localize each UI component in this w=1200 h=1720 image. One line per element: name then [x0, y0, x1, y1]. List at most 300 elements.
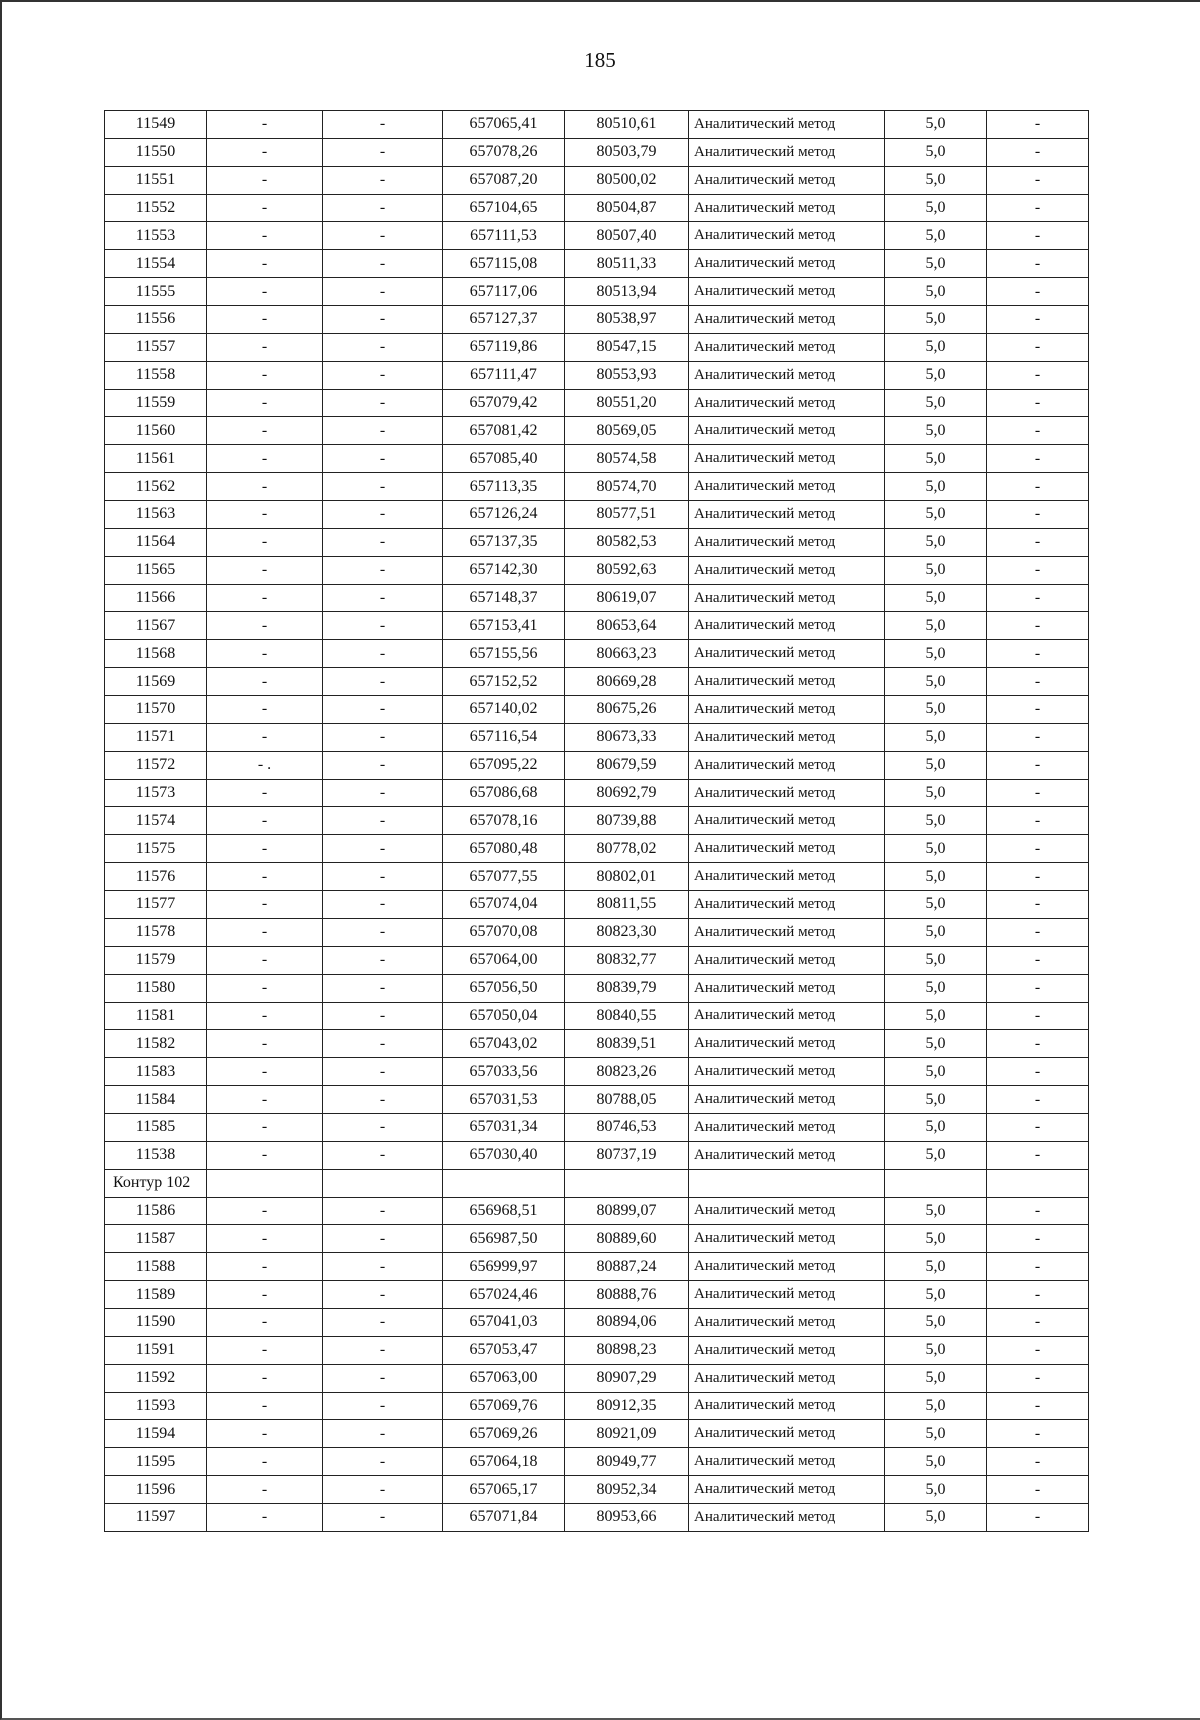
- point-number-cell: 11569: [105, 668, 207, 696]
- accuracy-cell: 5,0: [885, 250, 987, 278]
- table-row: [105, 528, 1089, 556]
- y-coordinate-cell: 80823,26: [565, 1058, 689, 1086]
- accuracy-cell: 5,0: [885, 863, 987, 891]
- y-coordinate-cell: 80746,53: [565, 1113, 689, 1141]
- method-cell: Аналитический метод: [689, 835, 885, 863]
- column-8-cell: -: [987, 1503, 1089, 1531]
- y-coordinate-cell: 80577,51: [565, 501, 689, 529]
- column-8-cell: -: [987, 417, 1089, 445]
- y-coordinate-cell: 80551,20: [565, 389, 689, 417]
- point-number-cell: 11597: [105, 1503, 207, 1531]
- method-cell: Аналитический метод: [689, 751, 885, 779]
- column-3-cell: -: [323, 751, 443, 779]
- column-3-cell: -: [323, 668, 443, 696]
- column-8-cell: -: [987, 1364, 1089, 1392]
- column-2-cell: - .: [207, 751, 323, 779]
- accuracy-cell: 5,0: [885, 417, 987, 445]
- x-coordinate-cell: 657078,16: [443, 807, 565, 835]
- column-3-cell: -: [323, 1308, 443, 1336]
- method-cell: Аналитический метод: [689, 584, 885, 612]
- point-number-cell: 11591: [105, 1336, 207, 1364]
- method-cell: Аналитический метод: [689, 974, 885, 1002]
- x-coordinate-cell: 657069,76: [443, 1392, 565, 1420]
- accuracy-cell: 5,0: [885, 807, 987, 835]
- column-3-cell: -: [323, 1420, 443, 1448]
- column-2-cell: -: [207, 556, 323, 584]
- x-coordinate-cell: 657071,84: [443, 1503, 565, 1531]
- column-2-cell: -: [207, 835, 323, 863]
- y-coordinate-cell: 80507,40: [565, 222, 689, 250]
- method-cell: Аналитический метод: [689, 1141, 885, 1169]
- column-8-cell: -: [987, 891, 1089, 919]
- table-row: [105, 194, 1089, 222]
- column-3-cell: -: [323, 1336, 443, 1364]
- method-cell: Аналитический метод: [689, 1225, 885, 1253]
- accuracy-cell: 5,0: [885, 1197, 987, 1225]
- x-coordinate-cell: 657070,08: [443, 918, 565, 946]
- accuracy-cell: 5,0: [885, 445, 987, 473]
- accuracy-cell: 5,0: [885, 1336, 987, 1364]
- x-coordinate-cell: 657153,41: [443, 612, 565, 640]
- point-number-cell: 11571: [105, 723, 207, 751]
- column-8-cell: -: [987, 389, 1089, 417]
- column-3-cell: -: [323, 1281, 443, 1309]
- column-3-cell: -: [323, 250, 443, 278]
- y-coordinate-cell: 80788,05: [565, 1086, 689, 1114]
- x-coordinate-cell: 657064,18: [443, 1448, 565, 1476]
- x-coordinate-cell: 657077,55: [443, 863, 565, 891]
- method-cell: Аналитический метод: [689, 222, 885, 250]
- accuracy-cell: 5,0: [885, 1030, 987, 1058]
- accuracy-cell: 5,0: [885, 696, 987, 724]
- y-coordinate-cell: 80574,70: [565, 473, 689, 501]
- accuracy-cell: 5,0: [885, 1308, 987, 1336]
- column-2-cell: -: [207, 1476, 323, 1504]
- y-coordinate-cell: 80921,09: [565, 1420, 689, 1448]
- column-2-cell: -: [207, 528, 323, 556]
- column-8-cell: -: [987, 918, 1089, 946]
- column-2-cell: -: [207, 166, 323, 194]
- accuracy-cell: 5,0: [885, 1392, 987, 1420]
- y-coordinate-cell: 80513,94: [565, 278, 689, 306]
- table-row: [105, 1253, 1089, 1281]
- y-coordinate-cell: 80899,07: [565, 1197, 689, 1225]
- column-2-cell: -: [207, 863, 323, 891]
- x-coordinate-cell: 657065,41: [443, 111, 565, 139]
- column-2-cell: -: [207, 918, 323, 946]
- table-row: [105, 306, 1089, 334]
- column-8-cell: -: [987, 1113, 1089, 1141]
- coordinates-table: [104, 110, 1089, 1532]
- point-number-cell: 11579: [105, 946, 207, 974]
- table-row: [105, 222, 1089, 250]
- point-number-cell: 11580: [105, 974, 207, 1002]
- y-coordinate-cell: 80669,28: [565, 668, 689, 696]
- point-number-cell: 11573: [105, 779, 207, 807]
- x-coordinate-cell: 657116,54: [443, 723, 565, 751]
- column-8-cell: -: [987, 361, 1089, 389]
- column-2-cell: -: [207, 111, 323, 139]
- y-coordinate-cell: 80888,76: [565, 1281, 689, 1309]
- section-label-cell: Контур 102: [105, 1169, 207, 1197]
- x-coordinate-cell: 657080,48: [443, 835, 565, 863]
- y-coordinate-cell: 80898,23: [565, 1336, 689, 1364]
- y-coordinate-cell: 80569,05: [565, 417, 689, 445]
- column-8-cell: -: [987, 306, 1089, 334]
- method-cell: Аналитический метод: [689, 1113, 885, 1141]
- table-row: [105, 166, 1089, 194]
- x-coordinate-cell: 657033,56: [443, 1058, 565, 1086]
- column-2-cell: -: [207, 1364, 323, 1392]
- accuracy-cell: 5,0: [885, 222, 987, 250]
- column-2-cell: -: [207, 250, 323, 278]
- accuracy-cell: 5,0: [885, 779, 987, 807]
- column-3-cell: -: [323, 222, 443, 250]
- y-coordinate-cell: 80547,15: [565, 333, 689, 361]
- accuracy-cell: 5,0: [885, 584, 987, 612]
- column-3-cell: -: [323, 501, 443, 529]
- point-number-cell: 11550: [105, 138, 207, 166]
- point-number-cell: 11572: [105, 751, 207, 779]
- point-number-cell: 11558: [105, 361, 207, 389]
- column-2-cell: -: [207, 779, 323, 807]
- table-row: [105, 1476, 1089, 1504]
- x-coordinate-cell: 657065,17: [443, 1476, 565, 1504]
- method-cell: Аналитический метод: [689, 1030, 885, 1058]
- accuracy-cell: 5,0: [885, 1364, 987, 1392]
- x-coordinate-cell: 657119,86: [443, 333, 565, 361]
- method-cell: Аналитический метод: [689, 1364, 885, 1392]
- accuracy-cell: 5,0: [885, 389, 987, 417]
- column-3-cell: -: [323, 361, 443, 389]
- accuracy-cell: 5,0: [885, 138, 987, 166]
- point-number-cell: 11538: [105, 1141, 207, 1169]
- table-row: [105, 1308, 1089, 1336]
- point-number-cell: 11589: [105, 1281, 207, 1309]
- x-coordinate-cell: 657140,02: [443, 696, 565, 724]
- point-number-cell: 11567: [105, 612, 207, 640]
- table-row: [105, 250, 1089, 278]
- column-8-cell: -: [987, 946, 1089, 974]
- x-coordinate-cell: 657152,52: [443, 668, 565, 696]
- column-2-cell: -: [207, 974, 323, 1002]
- table-row: [105, 696, 1089, 724]
- accuracy-cell: 5,0: [885, 1225, 987, 1253]
- method-cell: Аналитический метод: [689, 389, 885, 417]
- table-row: [105, 918, 1089, 946]
- y-coordinate-cell: 80840,55: [565, 1002, 689, 1030]
- method-cell: Аналитический метод: [689, 333, 885, 361]
- column-3-cell: -: [323, 918, 443, 946]
- table-row: [105, 863, 1089, 891]
- column-3-cell: -: [323, 1197, 443, 1225]
- method-cell: Аналитический метод: [689, 918, 885, 946]
- accuracy-cell: 5,0: [885, 278, 987, 306]
- accuracy-cell: 5,0: [885, 974, 987, 1002]
- method-cell: Аналитический метод: [689, 946, 885, 974]
- column-8-cell: -: [987, 1448, 1089, 1476]
- column-2-cell: -: [207, 1392, 323, 1420]
- accuracy-cell: 5,0: [885, 1113, 987, 1141]
- column-2-cell: -: [207, 222, 323, 250]
- y-coordinate-cell: 80673,33: [565, 723, 689, 751]
- y-coordinate-cell: 80839,51: [565, 1030, 689, 1058]
- method-cell: Аналитический метод: [689, 138, 885, 166]
- point-number-cell: 11553: [105, 222, 207, 250]
- empty-cell: [323, 1169, 443, 1197]
- empty-cell: [443, 1169, 565, 1197]
- column-2-cell: -: [207, 1086, 323, 1114]
- y-coordinate-cell: 80675,26: [565, 696, 689, 724]
- x-coordinate-cell: 657137,35: [443, 528, 565, 556]
- column-8-cell: -: [987, 1141, 1089, 1169]
- empty-cell: [885, 1169, 987, 1197]
- column-8-cell: -: [987, 1002, 1089, 1030]
- accuracy-cell: 5,0: [885, 1503, 987, 1531]
- y-coordinate-cell: 80619,07: [565, 584, 689, 612]
- column-3-cell: -: [323, 1392, 443, 1420]
- column-3-cell: -: [323, 389, 443, 417]
- column-2-cell: -: [207, 891, 323, 919]
- accuracy-cell: 5,0: [885, 1448, 987, 1476]
- point-number-cell: 11564: [105, 528, 207, 556]
- y-coordinate-cell: 80953,66: [565, 1503, 689, 1531]
- point-number-cell: 11577: [105, 891, 207, 919]
- method-cell: Аналитический метод: [689, 417, 885, 445]
- method-cell: Аналитический метод: [689, 612, 885, 640]
- accuracy-cell: 5,0: [885, 501, 987, 529]
- table-row: [105, 1392, 1089, 1420]
- column-8-cell: -: [987, 250, 1089, 278]
- column-8-cell: -: [987, 1392, 1089, 1420]
- table-row: [105, 389, 1089, 417]
- table-row: [105, 1058, 1089, 1086]
- y-coordinate-cell: 80737,19: [565, 1141, 689, 1169]
- x-coordinate-cell: 657081,42: [443, 417, 565, 445]
- column-3-cell: -: [323, 584, 443, 612]
- column-3-cell: -: [323, 138, 443, 166]
- table-row: [105, 779, 1089, 807]
- column-2-cell: -: [207, 1420, 323, 1448]
- y-coordinate-cell: 80739,88: [565, 807, 689, 835]
- column-2-cell: -: [207, 723, 323, 751]
- table-row: [105, 333, 1089, 361]
- column-2-cell: -: [207, 1113, 323, 1141]
- method-cell: Аналитический метод: [689, 1308, 885, 1336]
- method-cell: Аналитический метод: [689, 1392, 885, 1420]
- table-row: [105, 445, 1089, 473]
- point-number-cell: 11559: [105, 389, 207, 417]
- column-8-cell: -: [987, 584, 1089, 612]
- y-coordinate-cell: 80553,93: [565, 361, 689, 389]
- method-cell: Аналитический метод: [689, 250, 885, 278]
- table-row: [105, 473, 1089, 501]
- column-2-cell: -: [207, 946, 323, 974]
- column-8-cell: -: [987, 668, 1089, 696]
- accuracy-cell: 5,0: [885, 194, 987, 222]
- method-cell: Аналитический метод: [689, 1476, 885, 1504]
- y-coordinate-cell: 80500,02: [565, 166, 689, 194]
- accuracy-cell: 5,0: [885, 1281, 987, 1309]
- point-number-cell: 11590: [105, 1308, 207, 1336]
- page-number: 185: [584, 48, 616, 72]
- accuracy-cell: 5,0: [885, 1086, 987, 1114]
- table-row: [105, 807, 1089, 835]
- x-coordinate-cell: 657053,47: [443, 1336, 565, 1364]
- column-3-cell: -: [323, 556, 443, 584]
- x-coordinate-cell: 657111,47: [443, 361, 565, 389]
- column-3-cell: -: [323, 306, 443, 334]
- method-cell: Аналитический метод: [689, 1503, 885, 1531]
- column-8-cell: -: [987, 473, 1089, 501]
- column-2-cell: -: [207, 1336, 323, 1364]
- point-number-cell: 11552: [105, 194, 207, 222]
- column-3-cell: -: [323, 1476, 443, 1504]
- y-coordinate-cell: 80912,35: [565, 1392, 689, 1420]
- column-8-cell: -: [987, 194, 1089, 222]
- column-2-cell: -: [207, 1002, 323, 1030]
- x-coordinate-cell: 657024,46: [443, 1281, 565, 1309]
- point-number-cell: 11566: [105, 584, 207, 612]
- column-8-cell: -: [987, 1336, 1089, 1364]
- table-row: [105, 1336, 1089, 1364]
- section-row: [105, 1169, 1089, 1197]
- table-row: [105, 1086, 1089, 1114]
- table-row: [105, 1002, 1089, 1030]
- y-coordinate-cell: 80592,63: [565, 556, 689, 584]
- table-row: [105, 278, 1089, 306]
- accuracy-cell: 5,0: [885, 891, 987, 919]
- column-8-cell: -: [987, 1086, 1089, 1114]
- column-3-cell: -: [323, 1141, 443, 1169]
- table-row: [105, 111, 1089, 139]
- table-row: [105, 584, 1089, 612]
- point-number-cell: 11584: [105, 1086, 207, 1114]
- y-coordinate-cell: 80949,77: [565, 1448, 689, 1476]
- y-coordinate-cell: 80653,64: [565, 612, 689, 640]
- column-8-cell: -: [987, 863, 1089, 891]
- method-cell: Аналитический метод: [689, 1448, 885, 1476]
- column-8-cell: -: [987, 1476, 1089, 1504]
- point-number-cell: 11555: [105, 278, 207, 306]
- accuracy-cell: 5,0: [885, 1002, 987, 1030]
- method-cell: Аналитический метод: [689, 1253, 885, 1281]
- column-3-cell: -: [323, 835, 443, 863]
- column-3-cell: -: [323, 445, 443, 473]
- x-coordinate-cell: 657069,26: [443, 1420, 565, 1448]
- method-cell: Аналитический метод: [689, 556, 885, 584]
- column-3-cell: -: [323, 417, 443, 445]
- point-number-cell: 11554: [105, 250, 207, 278]
- table-row: [105, 946, 1089, 974]
- x-coordinate-cell: 657078,26: [443, 138, 565, 166]
- column-2-cell: -: [207, 1448, 323, 1476]
- accuracy-cell: 5,0: [885, 751, 987, 779]
- column-8-cell: -: [987, 1030, 1089, 1058]
- column-8-cell: -: [987, 501, 1089, 529]
- column-2-cell: -: [207, 1141, 323, 1169]
- column-8-cell: -: [987, 1225, 1089, 1253]
- x-coordinate-cell: 657142,30: [443, 556, 565, 584]
- method-cell: Аналитический метод: [689, 166, 885, 194]
- method-cell: Аналитический метод: [689, 1281, 885, 1309]
- accuracy-cell: 5,0: [885, 1476, 987, 1504]
- accuracy-cell: 5,0: [885, 333, 987, 361]
- y-coordinate-cell: 80582,53: [565, 528, 689, 556]
- column-2-cell: -: [207, 333, 323, 361]
- column-3-cell: -: [323, 1448, 443, 1476]
- column-2-cell: -: [207, 1503, 323, 1531]
- x-coordinate-cell: 657056,50: [443, 974, 565, 1002]
- table-row: [105, 1225, 1089, 1253]
- point-number-cell: 11563: [105, 501, 207, 529]
- method-cell: Аналитический метод: [689, 1002, 885, 1030]
- column-3-cell: -: [323, 1113, 443, 1141]
- x-coordinate-cell: 657104,65: [443, 194, 565, 222]
- table-row: [105, 1197, 1089, 1225]
- table-row: [105, 723, 1089, 751]
- y-coordinate-cell: 80823,30: [565, 918, 689, 946]
- table-row: [105, 751, 1089, 779]
- point-number-cell: 11561: [105, 445, 207, 473]
- accuracy-cell: 5,0: [885, 473, 987, 501]
- point-number-cell: 11592: [105, 1364, 207, 1392]
- column-8-cell: -: [987, 1308, 1089, 1336]
- method-cell: Аналитический метод: [689, 278, 885, 306]
- table-row: [105, 974, 1089, 1002]
- column-3-cell: -: [323, 333, 443, 361]
- column-8-cell: -: [987, 751, 1089, 779]
- x-coordinate-cell: 657115,08: [443, 250, 565, 278]
- point-number-cell: 11562: [105, 473, 207, 501]
- method-cell: Аналитический метод: [689, 891, 885, 919]
- method-cell: Аналитический метод: [689, 528, 885, 556]
- column-3-cell: -: [323, 863, 443, 891]
- empty-cell: [987, 1169, 1089, 1197]
- method-cell: Аналитический метод: [689, 1336, 885, 1364]
- x-coordinate-cell: 657064,00: [443, 946, 565, 974]
- method-cell: Аналитический метод: [689, 445, 885, 473]
- column-2-cell: -: [207, 1253, 323, 1281]
- point-number-cell: 11586: [105, 1197, 207, 1225]
- y-coordinate-cell: 80574,58: [565, 445, 689, 473]
- method-cell: Аналитический метод: [689, 1058, 885, 1086]
- x-coordinate-cell: 657031,53: [443, 1086, 565, 1114]
- method-cell: Аналитический метод: [689, 194, 885, 222]
- column-3-cell: -: [323, 891, 443, 919]
- column-8-cell: -: [987, 278, 1089, 306]
- x-coordinate-cell: 657095,22: [443, 751, 565, 779]
- column-8-cell: -: [987, 111, 1089, 139]
- x-coordinate-cell: 657127,37: [443, 306, 565, 334]
- column-8-cell: -: [987, 222, 1089, 250]
- column-2-cell: -: [207, 389, 323, 417]
- accuracy-cell: 5,0: [885, 361, 987, 389]
- point-number-cell: 11588: [105, 1253, 207, 1281]
- y-coordinate-cell: 80832,77: [565, 946, 689, 974]
- column-3-cell: -: [323, 1225, 443, 1253]
- column-8-cell: -: [987, 1420, 1089, 1448]
- column-3-cell: -: [323, 974, 443, 1002]
- method-cell: Аналитический метод: [689, 723, 885, 751]
- accuracy-cell: 5,0: [885, 111, 987, 139]
- x-coordinate-cell: 657074,04: [443, 891, 565, 919]
- empty-cell: [689, 1169, 885, 1197]
- column-2-cell: -: [207, 473, 323, 501]
- table-row: [105, 1281, 1089, 1309]
- x-coordinate-cell: 657087,20: [443, 166, 565, 194]
- column-3-cell: -: [323, 111, 443, 139]
